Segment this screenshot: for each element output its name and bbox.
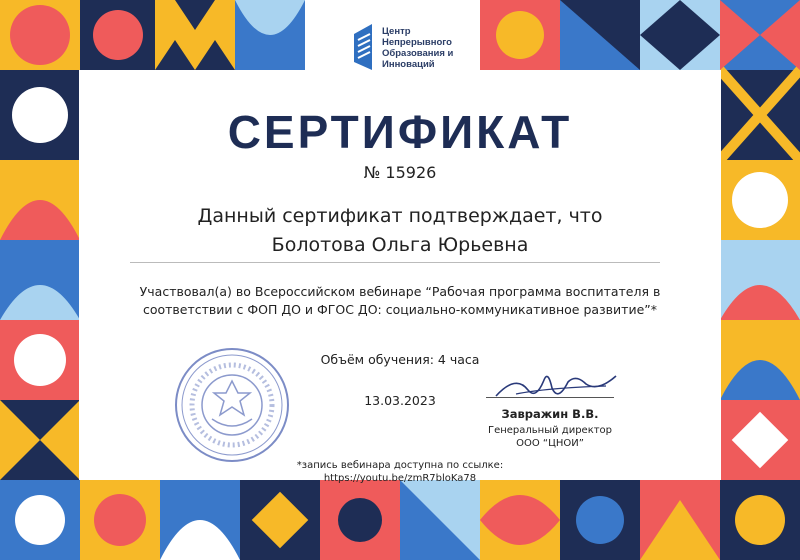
issue-date: 13.03.2023: [364, 393, 436, 408]
signature-line: [486, 397, 614, 398]
logo-line: Инноваций: [382, 59, 435, 70]
handwritten-signature: [486, 366, 626, 406]
logo-line: Центр: [382, 26, 411, 37]
logo-icon: [348, 22, 378, 72]
recording-note-text: *запись вебинара доступна по ссылке:: [296, 460, 504, 471]
recording-note: [280, 459, 520, 485]
left-border-pattern: [0, 0, 80, 560]
certificate-title: СЕРТИФИКАТ: [227, 106, 573, 158]
recording-link[interactable]: https://youtu.be/zmR7bloKa78: [323, 473, 477, 484]
official-stamp-seal: [172, 345, 292, 465]
right-border-pattern: [720, 0, 800, 560]
recipient-name: Болотова Ольга Юрьевна: [271, 234, 529, 256]
confirm-text: Данный сертификат подтверждает, что: [197, 205, 603, 227]
logo-line: Непрерывного: [382, 37, 452, 48]
signer-name: Завражин В.В.: [501, 407, 599, 421]
signer-role: [470, 424, 630, 450]
organization-logo: [348, 22, 468, 82]
logo-line: Образования и: [382, 48, 454, 59]
training-volume: Объём обучения: 4 часа: [320, 352, 480, 367]
name-underline: [130, 262, 660, 263]
bottom-border-pattern: [80, 480, 720, 560]
signer-role-line: Генеральный директор: [487, 425, 613, 436]
certificate-number: № 15926: [363, 163, 437, 182]
signer-org-line: ООО “ЦНОИ”: [516, 438, 584, 449]
logo-text: [382, 26, 453, 70]
webinar-description: Участвовал(а) во Всероссийском вебинаре “Рабочая программа воспитателя в соответствии с ФОП ДО и ФГОС ДО: социально-коммуникативное развитие”*: [139, 284, 661, 317]
